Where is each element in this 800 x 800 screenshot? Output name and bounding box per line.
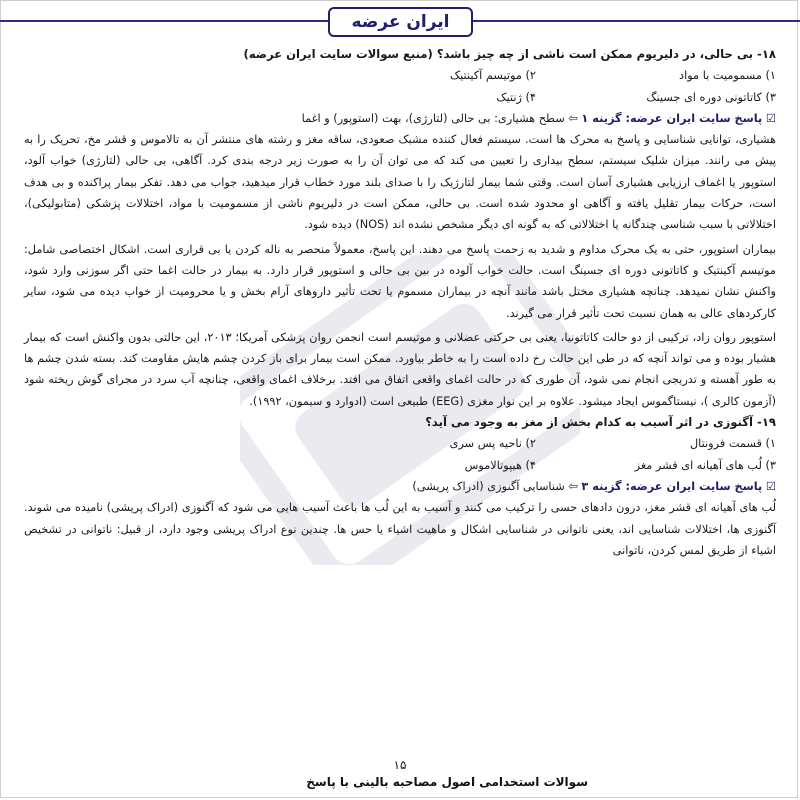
text-line: هشیاری، توانایی شناسایی و پاسخ به محرک ها است. سیستم فعال کننده مشبک صعودی، ساقه مغز و رشته های منتشر — [212, 133, 776, 147]
q19-option-4: ۴) هیپوتالاموس — [464, 458, 536, 472]
site-logo — [328, 7, 473, 37]
checkbox-icon: ☑ — [765, 111, 776, 125]
answer-label: پاسخ سایت ایران عرضه: گزینه ۱ — [581, 111, 763, 125]
text-line: باشد مانند آنچه در بیماران مسموم یا تحت تأثیر داروهای آرام بخش و یا محرومیت از خواب دیده می شود، سایر کارکردهای — [24, 285, 776, 320]
explanation-paragraph — [24, 239, 776, 324]
text-line: قراری است. اشکال اختصاصی شامل: موتیسم آکینتیک و کاتاتونی دوره ای جسینگ است. حالت خواب آلوده در بین بی — [24, 242, 776, 277]
arrow-icon: ⇦ — [568, 479, 578, 493]
q19-option-3: ۳) لُب های آهیانه ای قشر مغز — [634, 458, 776, 472]
answer-text: سطح هشیاری: بی حالی (لتارژی)، بهت (استوپور) و اغما — [301, 111, 565, 125]
text-line: (آزمون کالری )، نیستاگموس ایجاد میشود. علاوه بر این نوار مغزی (EEG) طبیعی است (ادوارد و سیمون، ۱۹۹۲). — [249, 394, 776, 408]
question-18-options-row-2 — [24, 87, 776, 108]
explanation-paragraph — [24, 129, 776, 235]
text-line: لُب های آهیانه ای قشر مغز، درون دادهای حسی را ترکیب می کنند و آسیب به این لُب ها باعث آسیب هایی می شود که — [217, 501, 777, 515]
question-19-options-row-2 — [24, 455, 776, 476]
explanation-paragraph — [24, 327, 776, 412]
page-content — [24, 44, 776, 561]
text-line: آن طوری که در حالت اغمای واقعی اتفاق می افتد. برخلاف اغمای واقعی، چنانچه آب سرد در مجرای گوش ریخته شود — [24, 373, 580, 387]
text-line: این حالتی بدون واکنش است که بیمار هشیار بوده و می تواند آنچه که در طی این حالت رخ داده است را به خاطر بیاورد. — [24, 330, 776, 366]
q19-option-2: ۲) ناحیه پس سری — [449, 437, 536, 451]
checkbox-icon: ☑ — [765, 479, 776, 493]
text-line: ممکن است بیمار برای باز کردن چشم هایش مقاومت کند. بسته شدن چشم ها به طور آهسته و تدریجی انجام نمی شود، — [24, 352, 776, 387]
text-line: آن به تالاموس و قشر مخ، تحریک را به پیش می رانند. میزان شلیک سیستم، سطح بیداری را تعیین می کند که می توان — [24, 133, 777, 168]
question-19-answer — [24, 476, 776, 497]
question-19-title: ۱۹- آگنوزی در اثر آسیب به کدام بخش از مغز به وجود می آید؟ — [425, 415, 776, 430]
text-line: حرکات بیمار تقلیل یافته و آگاهی او محدود شده است. بی حالی، ممکن است در دلیریوم ناشی از مسمومیت با مواد، — [168, 197, 744, 211]
text-line: اشیاء یا حس ها. چندین نوع ادراک پریشی وجود دارد، از قبیل: ناتوانی در تشخیص اشیاء از طریق لمس کردن، ناتوانی — [24, 522, 776, 557]
text-line: وقتی شما بیمار لتارژیک را با صدای بلند مورد خطاب قرار میدهید، جواب می دهد. تفکر بیمار پراکنده و بی هدف است، — [24, 175, 777, 211]
text-line: دیده شود. — [304, 218, 352, 232]
answer-label: پاسخ سایت ایران عرضه: گزینه ۳ — [581, 479, 763, 493]
text-line: بیماران استوپور، حتی به یک محرک مداوم و شدید به زحمت پاسخ می دهند. این پاسخ، معمولاً منحصر به ناله کردن یا بی — [208, 242, 777, 256]
q18-option-3: ۳) کاتاتونی دوره ای جسینگ — [646, 90, 776, 104]
explanation-paragraph — [24, 497, 776, 561]
text-line: استوپور روان زاد، ترکیبی از دو حالت کاتاتونیا، یعنی بی حرکتی عضلانی و موتیسم است انجمن روان پزشکی آمریکا؛ ۲۰۱۳، — [203, 330, 777, 344]
question-18-answer — [24, 108, 776, 129]
question-19-options-row-1 — [24, 433, 776, 454]
question-18-title: ۱۸- بی حالی، در دلیریوم ممکن است ناشی از چه چیز باشد؟ (منبع سوالات سایت ایران عرضه) — [243, 47, 776, 61]
q18-option-2: ۲) موتیسم آکینتیک — [450, 69, 536, 83]
book-title: سوالات استخدامی اصول مصاحبه بالینی با پاسخ — [306, 775, 588, 789]
question-18-options-row-1 — [24, 65, 776, 86]
text-line: آن را به صورت زیر درجه بندی کرد. آگاهی، بی حالی (لتارژی) خواب آلود، استوپور یا اغماف ارزیابی هشیاری آسان است. — [24, 154, 776, 189]
text-line: عالی به همان نسبت تحت تأثیر قرار می گیرند. — [506, 306, 724, 320]
arrow-icon: ⇦ — [568, 111, 578, 125]
q19-option-1: ۱) قسمت فرونتال — [689, 437, 776, 451]
text-line: آگنوزی (ادراک پریشی) نامیده می شوند. آگنوزی ها، اختلالات شناسایی اند، یعنی ناتوانی در شناسایی اشکال و ماهیت — [24, 501, 776, 536]
text-line: اختلالات پزشکی (متابولیکی)، اختلالاتی با سبب شناسی چندگانه یا اختلالاتی که به گونه ای دیگر مشخص نشده اند (NOS) — [24, 197, 776, 232]
page-number: ۱۵ — [393, 758, 407, 772]
q18-option-4: ۴) ژنتیک — [496, 90, 536, 104]
answer-text: شناسایی آگنوزی (ادراک پریشی) — [412, 479, 565, 493]
logo-text: ایران عرضه — [351, 12, 450, 32]
q18-option-1: ۱) مسمومیت با مواد — [679, 69, 776, 83]
text-line: حالی و استوپور قرار دارد. به بیمار در حالت اغما حتی اگر سوزنی وارد شود، واکنش نشان نمیدهد. چنانچه هشیاری مختل — [24, 263, 777, 299]
